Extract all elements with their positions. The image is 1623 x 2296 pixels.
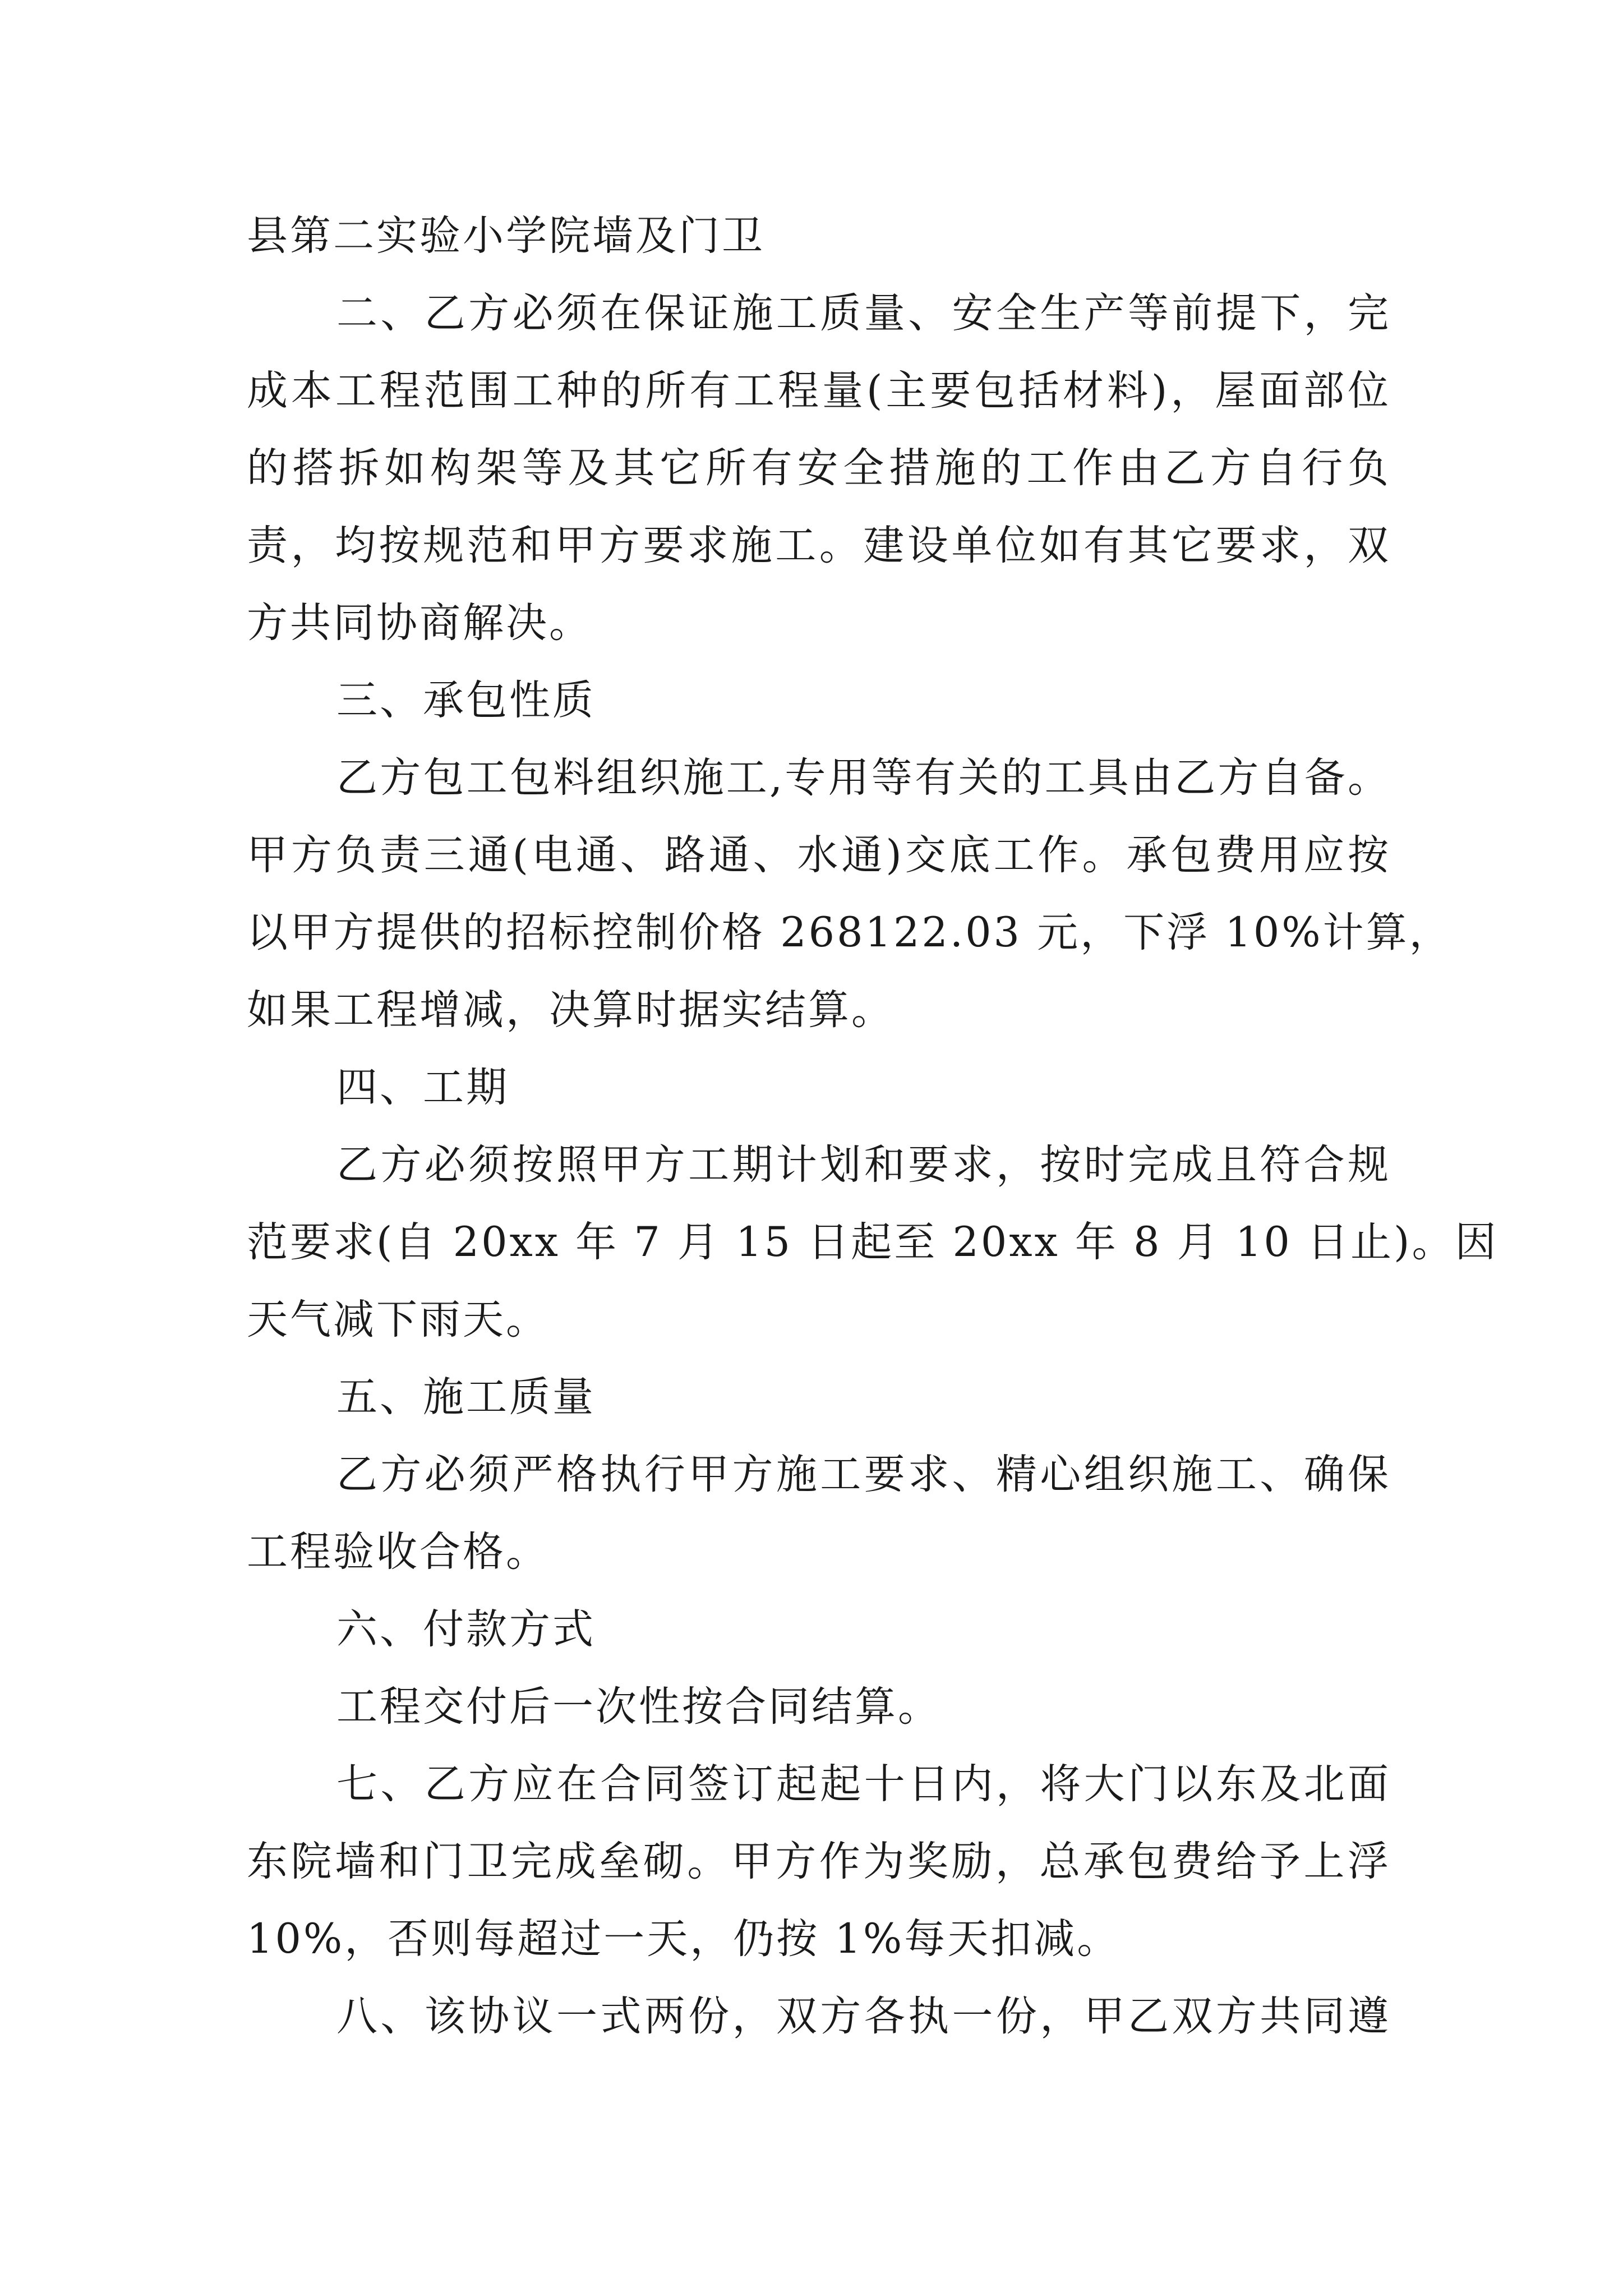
paragraph-start-line: 二、乙方必须在保证施工质量、安全生产等前提下，完 (336, 289, 1391, 337)
section-heading: 六、付款方式 (336, 1605, 596, 1653)
text-line: 成本工程范围工种的所有工程量(主要包括材料)，屋面部位 (247, 367, 1391, 415)
text-line: 方共同协商解决。 (247, 599, 592, 647)
text-line: 范要求(自 20xx 年 7 月 15 日起至 20xx 年 8 月 10 日止)。因 (247, 1218, 1498, 1266)
paragraph-start-line: 乙方必须按照甲方工期计划和要求，按时完成且符合规 (336, 1141, 1391, 1189)
section-heading: 三、承包性质 (336, 677, 596, 724)
text-line: 以甲方提供的招标控制价格 268122.03 元，下浮 10%计算， (247, 909, 1453, 956)
text-line: 如果工程增减，决算时据实结算。 (247, 986, 895, 1034)
text-line: 责，均按规范和甲方要求施工。建设单位如有其它要求，双 (247, 522, 1391, 569)
section-heading: 五、施工质量 (336, 1373, 596, 1421)
paragraph-start-line: 工程交付后一次性按合同结算。 (336, 1683, 941, 1731)
paragraph-start-line: 七、乙方应在合同签订起起十日内，将大门以东及北面 (336, 1760, 1391, 1808)
text-line: 天气减下雨天。 (247, 1296, 549, 1343)
paragraph-start-line: 乙方必须严格执行甲方施工要求、精心组织施工、确保 (336, 1451, 1391, 1498)
paragraph-start-line: 八、该协议一式两份，双方各执一份，甲乙双方共同遵 (336, 1993, 1391, 2040)
text-line: 甲方负责三通(电通、路通、水通)交底工作。承包费用应按 (247, 831, 1391, 879)
text-line: 东院墙和门卫完成垒砌。甲方作为奖励，总承包费给予上浮 (247, 1838, 1391, 1885)
text-line: 的搭拆如构架等及其它所有安全措施的工作由乙方自行负 (247, 444, 1391, 492)
text-line: 县第二实验小学院墙及门卫 (247, 212, 765, 260)
document-body (247, 197, 1498, 2055)
section-heading: 四、工期 (336, 1064, 509, 1111)
text-line: 10%，否则每超过一天，仍按 1%每天扣减。 (247, 1915, 1121, 1963)
paragraph-start-line: 乙方包工包料组织施工,专用等有关的工具由乙方自备。 (336, 754, 1391, 802)
text-line: 工程验收合格。 (247, 1528, 549, 1576)
